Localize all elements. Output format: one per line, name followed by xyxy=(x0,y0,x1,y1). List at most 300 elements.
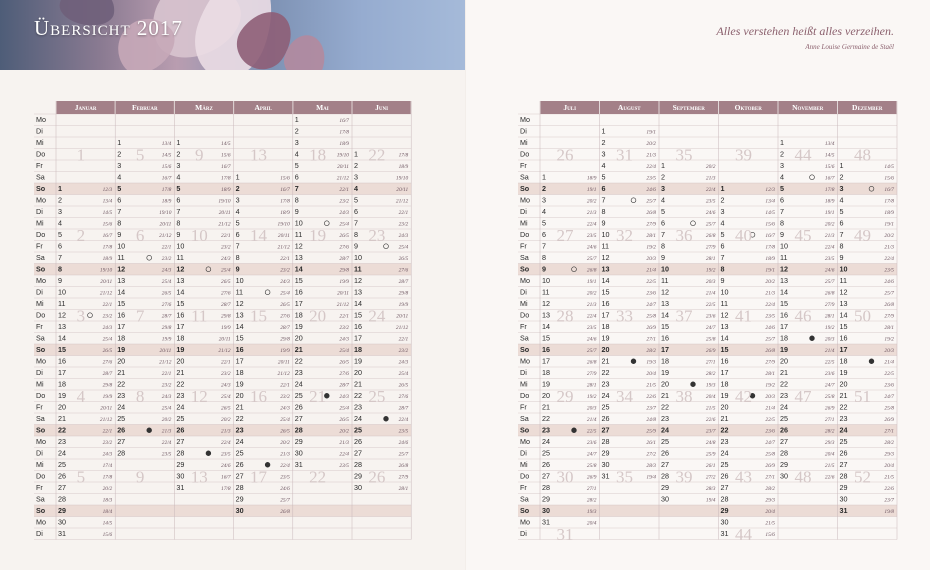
day-number: 12 xyxy=(720,310,729,320)
day-number: 14 xyxy=(542,322,550,331)
day-number: 5 xyxy=(354,195,358,205)
day-annotation: 26/8 xyxy=(280,509,290,515)
day-number: 24 xyxy=(235,437,244,446)
day-number: 2 xyxy=(661,172,665,182)
day-number: 28 xyxy=(601,437,610,446)
day-annotation: 20/2 xyxy=(824,221,835,228)
day-number: 17 xyxy=(176,322,185,331)
day-annotation: 23/7 xyxy=(884,497,894,504)
day-annotation: 29/8 xyxy=(280,336,290,343)
day-number: 9 xyxy=(542,264,546,274)
day-number: 8 xyxy=(235,253,240,262)
day-annotation: 21/5 xyxy=(824,463,835,469)
day-number: 27 xyxy=(117,437,126,446)
month-name: Juli xyxy=(563,103,577,113)
day-number: 9 xyxy=(661,253,665,262)
day-annotation: 21/5 xyxy=(646,382,656,389)
weekday-label: Di xyxy=(520,448,527,458)
day-annotation: 15/6 xyxy=(221,152,231,159)
day-annotation: 26/5 xyxy=(339,417,349,423)
week-number: 32 xyxy=(615,226,633,245)
day-annotation: 26/9 xyxy=(586,474,597,481)
day-number: 17 xyxy=(542,356,550,366)
day-number: 11 xyxy=(176,253,184,262)
day-annotation: 25/8 xyxy=(646,313,656,320)
week-number: 10 xyxy=(190,226,208,245)
day-number: 16 xyxy=(542,345,550,354)
day-number: 3 xyxy=(839,184,844,193)
day-annotation: 15/6 xyxy=(280,175,290,182)
day-annotation: 15/6 xyxy=(765,221,775,228)
day-number: 4 xyxy=(839,195,844,205)
day-annotation: 20/11 xyxy=(277,233,290,239)
day-annotation: 20/4 xyxy=(884,463,894,469)
day-number: 14 xyxy=(720,333,729,343)
day-annotation: 23/5 xyxy=(280,474,290,481)
day-annotation: 21/4 xyxy=(646,267,656,274)
day-number: 31 xyxy=(542,517,550,527)
week-number: 9 xyxy=(135,467,145,487)
day-number: 4 xyxy=(542,207,546,216)
day-annotation: 19/1 xyxy=(646,129,656,136)
new-moon-icon xyxy=(384,416,389,421)
day-number: 1 xyxy=(542,172,546,182)
week-number: 39 xyxy=(675,467,693,487)
day-annotation: 23/7 xyxy=(705,428,716,435)
day-number: 15 xyxy=(542,333,550,343)
day-number: 2 xyxy=(839,172,844,182)
day-annotation: 20/2 xyxy=(646,141,656,147)
day-annotation: 20/11 xyxy=(337,290,349,297)
day-annotation: 21/12 xyxy=(99,417,113,423)
day-number: 27 xyxy=(294,414,303,423)
day-annotation: 21/3 xyxy=(646,152,656,159)
day-number: 10 xyxy=(601,230,610,239)
day-number: 19 xyxy=(601,333,610,343)
day-annotation: 25/8 xyxy=(824,394,835,400)
day-number: 24 xyxy=(354,414,362,423)
day-number: 13 xyxy=(720,322,729,331)
weekday-label: Mo xyxy=(520,437,530,446)
day-annotation: 25/4 xyxy=(339,348,349,354)
day-number: 10 xyxy=(542,276,550,285)
day-annotation: 24/3 xyxy=(221,256,231,262)
week-number: 29 xyxy=(556,387,574,406)
day-number: 1 xyxy=(294,115,299,124)
day-number: 9 xyxy=(780,230,784,239)
day-number: 18 xyxy=(117,333,126,343)
day-annotation: 29/3 xyxy=(884,451,894,458)
day-number: 7 xyxy=(780,207,784,216)
day-number: 25 xyxy=(176,414,185,423)
month-name: Dezember xyxy=(852,103,883,113)
day-number: 4 xyxy=(58,218,62,228)
weekday-label: Mo xyxy=(520,195,530,205)
day-number: 15 xyxy=(839,322,848,331)
week-number: 22 xyxy=(309,467,327,487)
day-number: 21 xyxy=(661,391,669,400)
weekday-label: Di xyxy=(36,448,43,458)
day-number: 1 xyxy=(176,138,181,147)
day-annotation: 22/4 xyxy=(884,256,894,262)
day-annotation: 23/2 xyxy=(161,382,172,389)
day-number: 11 xyxy=(780,253,788,262)
day-annotation: 25/7 xyxy=(705,221,716,228)
weekday-label: Do xyxy=(520,310,530,320)
day-annotation: 24/3 xyxy=(280,279,290,285)
day-number: 16 xyxy=(58,356,66,366)
week-number: 22 xyxy=(368,145,386,165)
day-number: 2 xyxy=(542,184,546,193)
month-name: August xyxy=(617,103,641,113)
day-annotation: 17/8 xyxy=(102,244,113,251)
day-number: 26 xyxy=(601,414,610,423)
day-number: 26 xyxy=(235,460,244,469)
day-annotation: 22/6 xyxy=(705,417,716,423)
day-annotation: 22/1 xyxy=(280,256,290,262)
day-number: 22 xyxy=(58,425,66,435)
day-annotation: 21/12 xyxy=(99,290,113,297)
day-annotation: 26/8 xyxy=(824,290,835,297)
day-number: 5 xyxy=(780,184,784,193)
weekday-label: Mo xyxy=(36,356,46,366)
day-annotation: 20/2 xyxy=(102,486,113,492)
day-number: 18 xyxy=(542,368,550,377)
day-number: 1 xyxy=(354,149,358,159)
day-annotation: 27/6 xyxy=(221,290,231,297)
week-number: 9 xyxy=(195,145,204,165)
day-annotation: 27/6 xyxy=(398,394,409,400)
day-annotation: 24/7 xyxy=(884,394,894,400)
day-number: 9 xyxy=(176,230,181,239)
day-number: 11 xyxy=(117,253,125,262)
day-annotation: 20/11 xyxy=(396,187,409,193)
day-annotation: 22/4 xyxy=(221,440,231,446)
week-number: 8 xyxy=(135,387,145,406)
day-annotation: 20/3 xyxy=(586,405,597,412)
day-annotation: 22/6 xyxy=(884,486,894,492)
day-number: 24 xyxy=(176,402,185,412)
day-number: 14 xyxy=(354,299,362,308)
day-annotation: 25/9 xyxy=(646,428,656,435)
day-annotation: 20/2 xyxy=(161,417,172,423)
day-annotation: 21/12 xyxy=(336,175,349,182)
day-number: 23 xyxy=(354,402,362,412)
day-number: 14 xyxy=(661,310,669,320)
day-number: 21 xyxy=(601,356,610,366)
weekday-label: Mi xyxy=(520,379,528,389)
day-annotation: 27/6 xyxy=(102,359,113,366)
day-annotation: 17/8 xyxy=(339,129,349,136)
day-annotation: 20/4 xyxy=(586,520,597,527)
day-annotation: 28/3 xyxy=(646,463,656,469)
day-number: 16 xyxy=(661,333,669,343)
week-number: 43 xyxy=(734,467,752,487)
day-annotation: 21/3 xyxy=(705,175,716,182)
week-number: 16 xyxy=(249,387,267,406)
day-number: 10 xyxy=(58,287,66,297)
day-number: 17 xyxy=(839,345,848,354)
week-number: 1 xyxy=(76,145,86,165)
week-number: 51 xyxy=(853,387,871,406)
day-number: 13 xyxy=(235,310,244,320)
day-number: 31 xyxy=(720,529,729,538)
day-number: 24 xyxy=(720,448,729,458)
day-number: 21 xyxy=(839,391,848,400)
day-number: 12 xyxy=(780,264,788,274)
day-number: 25 xyxy=(839,437,848,446)
day-number: 1 xyxy=(58,184,62,193)
day-number: 24 xyxy=(601,391,610,400)
day-annotation: 19/4 xyxy=(646,474,656,481)
day-annotation: 27/9 xyxy=(765,359,775,366)
day-annotation: 16/7 xyxy=(102,233,113,239)
day-annotation: 16/7 xyxy=(221,164,231,170)
day-number: 9 xyxy=(354,241,358,251)
day-annotation: 19/2 xyxy=(646,244,656,251)
day-annotation: 23/5 xyxy=(161,451,172,458)
day-number: 12 xyxy=(354,276,362,285)
day-number: 7 xyxy=(235,241,240,251)
week-number: 11 xyxy=(191,306,208,326)
day-number: 1 xyxy=(117,138,122,147)
day-number: 8 xyxy=(542,253,546,262)
day-annotation: 19/1 xyxy=(765,267,775,274)
day-annotation: 19/9 xyxy=(398,302,409,308)
day-annotation: 24/6 xyxy=(646,187,656,193)
day-number: 4 xyxy=(780,172,784,182)
day-annotation: 19/9 xyxy=(339,279,349,285)
day-annotation: 22/1 xyxy=(398,210,409,216)
weekday-label: Mi xyxy=(520,138,528,147)
week-number: 44 xyxy=(734,525,752,544)
day-annotation: 17/8 xyxy=(765,244,775,251)
new-moon-icon xyxy=(631,359,636,364)
day-number: 13 xyxy=(542,310,550,320)
day-annotation: 23/6 xyxy=(765,428,775,435)
day-number: 10 xyxy=(839,264,848,274)
day-number: 1 xyxy=(235,172,240,182)
day-number: 4 xyxy=(235,207,240,216)
weekday-label: Di xyxy=(520,287,527,297)
day-annotation: 26/9 xyxy=(646,325,656,331)
weekday-label: Do xyxy=(36,310,46,320)
day-number: 30 xyxy=(839,494,848,504)
weekday-label: Mo xyxy=(520,276,530,285)
day-number: 8 xyxy=(661,241,665,251)
day-number: 29 xyxy=(839,483,848,492)
weekday-label: So xyxy=(36,506,46,515)
day-annotation: 19/9 xyxy=(221,325,231,331)
day-number: 16 xyxy=(839,333,848,343)
day-annotation: 21/4 xyxy=(884,359,894,366)
day-number: 2 xyxy=(780,149,784,159)
day-annotation: 28/7 xyxy=(339,256,349,262)
day-number: 13 xyxy=(839,299,848,308)
week-number: 41 xyxy=(734,306,752,326)
day-number: 13 xyxy=(354,287,362,297)
day-number: 16 xyxy=(294,287,303,297)
day-annotation: 25/4 xyxy=(398,244,409,251)
day-annotation: 22/6 xyxy=(824,474,835,481)
day-number: 17 xyxy=(720,368,729,377)
day-number: 24 xyxy=(294,379,303,389)
day-annotation: 19/10 xyxy=(336,152,349,159)
day-annotation: 26/8 xyxy=(765,348,775,354)
day-annotation: 25/4 xyxy=(221,394,231,400)
day-number: 5 xyxy=(294,161,299,170)
day-number: 22 xyxy=(176,379,185,389)
day-annotation: 26/9 xyxy=(884,417,894,423)
day-annotation: 29/8 xyxy=(339,267,349,274)
day-annotation: 22/1 xyxy=(339,313,349,320)
day-number: 21 xyxy=(542,402,550,412)
day-annotation: 15/6 xyxy=(824,164,835,170)
day-annotation: 18/3 xyxy=(102,497,113,504)
day-number: 3 xyxy=(294,138,299,147)
day-number: 9 xyxy=(235,264,240,274)
day-annotation: 19/9 xyxy=(161,336,172,343)
day-number: 20 xyxy=(542,391,550,400)
day-number: 9 xyxy=(58,276,62,285)
day-number: 17 xyxy=(58,368,66,377)
day-number: 2 xyxy=(720,195,725,205)
day-number: 22 xyxy=(294,356,303,366)
day-annotation: 14/5 xyxy=(102,520,113,527)
day-number: 23 xyxy=(720,437,729,446)
weekday-label: So xyxy=(520,264,530,274)
day-number: 3 xyxy=(601,149,606,159)
day-number: 11 xyxy=(354,264,362,274)
day-annotation: 21/3 xyxy=(586,210,597,216)
day-annotation: 23/2 xyxy=(161,256,172,262)
day-annotation: 13/4 xyxy=(765,198,775,205)
day-annotation: 28/2 xyxy=(884,440,894,446)
day-number: 29 xyxy=(661,483,669,492)
day-number: 25 xyxy=(354,425,362,435)
day-annotation: 28/2 xyxy=(646,348,656,354)
week-number: 30 xyxy=(556,467,574,487)
day-annotation: 27/9 xyxy=(586,371,597,377)
day-annotation: 25/7 xyxy=(646,198,656,205)
day-annotation: 25/7 xyxy=(586,348,597,354)
day-annotation: 19/10 xyxy=(395,175,409,182)
day-number: 8 xyxy=(720,264,725,274)
day-number: 19 xyxy=(176,345,185,354)
day-number: 11 xyxy=(294,230,303,239)
day-annotation: 17/8 xyxy=(221,486,231,492)
day-annotation: 25/4 xyxy=(339,221,349,228)
day-number: 6 xyxy=(176,195,181,205)
day-number: 10 xyxy=(117,241,126,251)
weekday-label: Fr xyxy=(520,161,527,170)
day-number: 3 xyxy=(176,161,181,170)
day-annotation: 24/6 xyxy=(824,267,835,274)
day-number: 28 xyxy=(354,460,362,469)
month-name: Juni xyxy=(375,103,389,113)
day-annotation: 28/3 xyxy=(705,486,716,492)
day-number: 6 xyxy=(780,195,784,205)
day-annotation: 21/4 xyxy=(586,417,597,423)
day-annotation: 27/2 xyxy=(705,474,716,481)
day-number: 5 xyxy=(117,184,122,193)
day-annotation: 12/3 xyxy=(102,187,113,193)
day-number: 29 xyxy=(354,471,362,481)
week-number: 23 xyxy=(368,226,386,245)
day-annotation: 28/7 xyxy=(280,325,290,331)
day-annotation: 24/3 xyxy=(339,336,349,343)
day-annotation: 22/1 xyxy=(221,233,231,239)
day-number: 22 xyxy=(117,379,126,389)
day-number: 20 xyxy=(839,379,848,389)
day-annotation: 16/7 xyxy=(161,175,172,182)
day-annotation: 25/8 xyxy=(705,336,716,343)
day-annotation: 27/9 xyxy=(705,244,716,251)
day-number: 18 xyxy=(780,333,788,343)
day-annotation: 14/5 xyxy=(884,164,894,170)
day-number: 7 xyxy=(354,218,358,228)
day-annotation: 25/8 xyxy=(765,451,775,458)
day-annotation: 22/4 xyxy=(824,244,835,251)
day-annotation: 18/4 xyxy=(102,509,113,515)
weekday-label: Fr xyxy=(520,483,527,492)
day-number: 10 xyxy=(661,264,669,274)
day-number: 6 xyxy=(58,241,62,251)
day-number: 14 xyxy=(117,287,126,297)
day-annotation: 28/2 xyxy=(765,486,775,492)
weekday-label: Sa xyxy=(36,333,45,343)
day-number: 12 xyxy=(294,241,303,251)
day-number: 10 xyxy=(235,276,244,285)
day-number: 31 xyxy=(601,471,610,481)
day-annotation: 22/1 xyxy=(280,382,290,389)
day-number: 1 xyxy=(720,184,725,193)
day-number: 31 xyxy=(839,506,848,515)
day-number: 7 xyxy=(839,230,844,239)
weekday-label: Do xyxy=(520,391,530,400)
day-number: 20 xyxy=(601,345,610,354)
day-annotation: 13/4 xyxy=(161,141,172,147)
week-number: 5 xyxy=(135,145,145,165)
week-number: 14 xyxy=(249,226,267,245)
new-moon-icon xyxy=(869,359,874,364)
day-annotation: 19/3 xyxy=(705,382,716,389)
day-number: 12 xyxy=(117,264,126,274)
day-number: 10 xyxy=(176,241,185,251)
day-annotation: 18/9 xyxy=(161,198,172,205)
page-title: Übersicht 2017 xyxy=(34,16,183,40)
weekday-label: Mo xyxy=(520,115,530,124)
day-annotation: 20/3 xyxy=(824,336,835,343)
day-number: 30 xyxy=(354,483,362,492)
day-annotation: 21/3 xyxy=(339,440,349,446)
day-number: 22 xyxy=(354,391,362,400)
month-name: Februar xyxy=(131,103,158,113)
day-number: 24 xyxy=(780,402,788,412)
week-number: 19 xyxy=(309,226,327,245)
day-number: 7 xyxy=(601,195,606,205)
day-number: 2 xyxy=(117,149,122,159)
day-annotation: 20/4 xyxy=(824,451,835,458)
day-annotation: 26/5 xyxy=(398,382,409,389)
day-annotation: 19/2 xyxy=(705,267,716,274)
day-number: 30 xyxy=(601,460,610,469)
day-number: 27 xyxy=(839,460,848,469)
day-number: 24 xyxy=(117,402,126,412)
day-annotation: 24/3 xyxy=(339,394,349,400)
day-annotation: 21/3 xyxy=(586,302,597,308)
weekday-label: Sa xyxy=(520,253,529,262)
